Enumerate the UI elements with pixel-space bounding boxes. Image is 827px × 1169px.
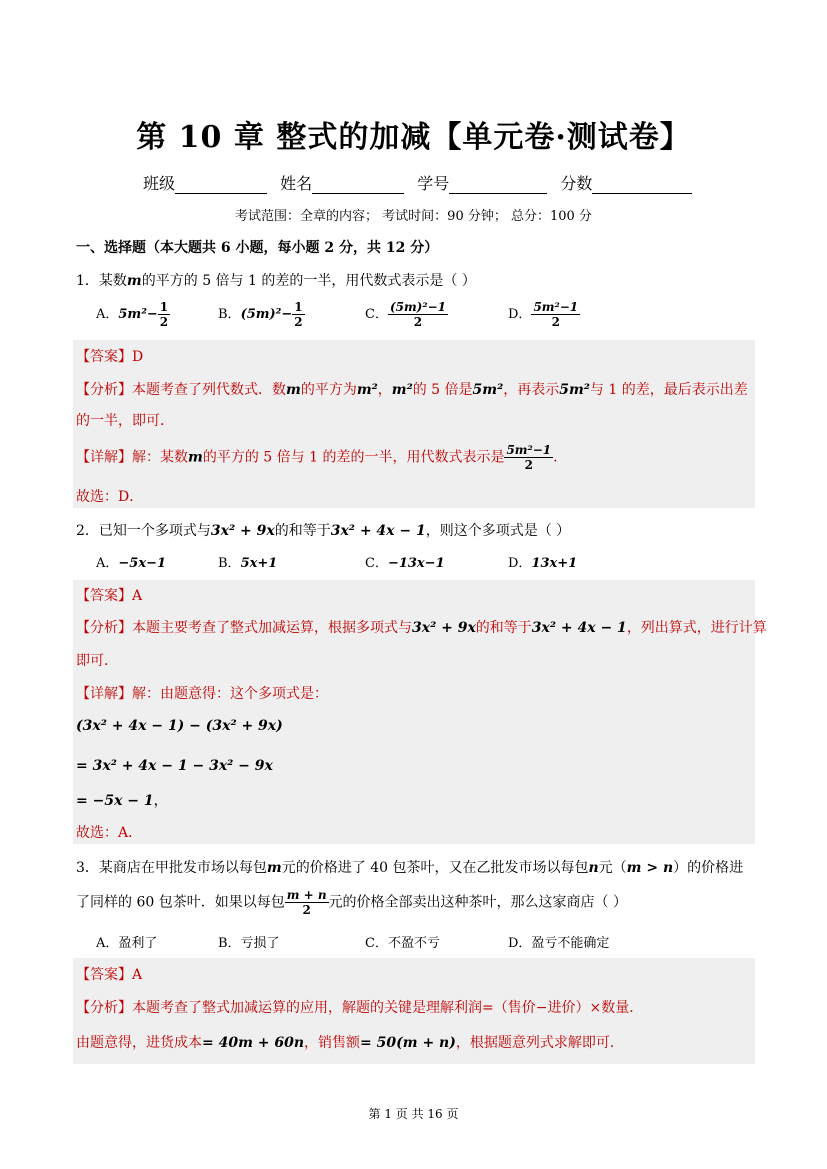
id-blank — [449, 175, 547, 194]
question-3-analysis: 【分析】本题考查了整式加减运算的应用，解题的关键是理解利润=（售价−进价）×数量． — [76, 1000, 644, 1016]
question-2-option-b: B．5x+1 — [218, 556, 278, 571]
exam-info: 考试范围：全章的内容； 考试时间：90 分钟； 总分：100 分 — [235, 209, 592, 224]
question-2-stem: 2．已知一个多项式与3x² + 9x的和等于3x² + 4x − 1，则这个多项式是（ ） — [76, 523, 571, 539]
name-label: 姓名 — [280, 174, 313, 193]
question-2-option-d: D．13x+1 — [508, 556, 578, 571]
question-1-option-a: A．5m²− $\frac{1}{2}$ — [96, 300, 169, 329]
score-label: 分数 — [560, 174, 593, 193]
question-3-answer: 【答案】A — [76, 967, 143, 983]
section-heading: 一、选择题（本大题共 6 小题，每小题 2 分，共 12 分） — [76, 240, 439, 256]
question-1-option-c: C． $\frac{\text{(5m)²−1}}{2}$ — [365, 300, 447, 329]
question-1-analysis: 【分析】本题考查了列代数式．数m的平方为m²，m²的 5 倍是5m²，再表示5m²与 1 的差，最后表示出差 — [76, 382, 748, 398]
page-title: 第 10 章 整式的加减【单元卷·测试卷】 — [136, 120, 691, 155]
question-1-stem: 1．某数m的平方的 5 倍与 1 的差的一半，用代数式表示是（ ） — [76, 273, 476, 289]
question-3-option-a: A．盈利了 — [96, 936, 158, 951]
question-1-option-b: B．(5m)²− $\frac{1}{2}$ — [218, 300, 303, 329]
question-1-choose: 故选：D． — [76, 489, 144, 505]
page-footer: 第 1 页 共 16 页 — [368, 1107, 459, 1121]
question-2-answer: 【答案】A — [76, 588, 143, 604]
class-label: 班级 — [143, 174, 176, 193]
question-1-analysis-cont: 的一半，即可． — [76, 413, 174, 429]
student-fields — [143, 171, 700, 194]
question-2-analysis: 【分析】本题主要考查了整式加减运算，根据多项式与3x² + 9x的和等于3x² + 4x − 1，列出算式，进行计算 — [76, 620, 767, 636]
question-2-step-3: = −5x − 1， — [76, 793, 168, 809]
question-1-answer: 【答案】D — [76, 349, 144, 365]
question-3-stem-line-2: 了同样的 60 包茶叶．如果以每包 $\frac{m + n}{2}$ 元的价格全部卖出这种茶叶，那么这家商店（ ） — [76, 888, 628, 917]
score-blank — [592, 175, 692, 194]
question-2-detail: 【详解】解：由题意得：这个多项式是： — [76, 686, 328, 702]
question-3-option-d: D．盈亏不能确定 — [508, 936, 610, 951]
question-2-option-c: C．−13x−1 — [365, 556, 445, 571]
question-2-analysis-cont: 即可． — [76, 653, 118, 669]
question-1-detail: 【详解】解：某数m的平方的 5 倍与 1 的差的一半，用代数式表示是 $\frac{\text{5m²−1}}{2}$ . — [76, 443, 558, 472]
question-2-choose: 故选：A． — [76, 825, 143, 841]
class-blank — [175, 175, 267, 194]
name-blank — [312, 175, 404, 194]
question-3-option-b: B．亏损了 — [218, 936, 280, 951]
question-2-step-1: (3x² + 4x − 1) − (3x² + 9x) — [76, 718, 283, 734]
question-3-option-c: C．不盈不亏 — [365, 936, 440, 951]
question-1-solution-box — [73, 340, 755, 508]
question-2-option-a: A．−5x−1 — [96, 556, 167, 571]
question-3-analysis-cont: 由题意得，进货成本= 40m + 60n，销售额= 50(m + n)，根据题意列式求解即可． — [76, 1035, 624, 1051]
id-label: 学号 — [417, 174, 450, 193]
question-3-stem-line-1: 3．某商店在甲批发市场以每包m元的价格进了 40 包茶叶，又在乙批发市场以每包n元（m > n）的价格进 — [76, 860, 744, 876]
question-2-step-2: = 3x² + 4x − 1 − 3x² − 9x — [76, 758, 273, 774]
question-1-option-d: D． $\frac{\text{5m²−1}}{2}$ — [508, 300, 579, 329]
